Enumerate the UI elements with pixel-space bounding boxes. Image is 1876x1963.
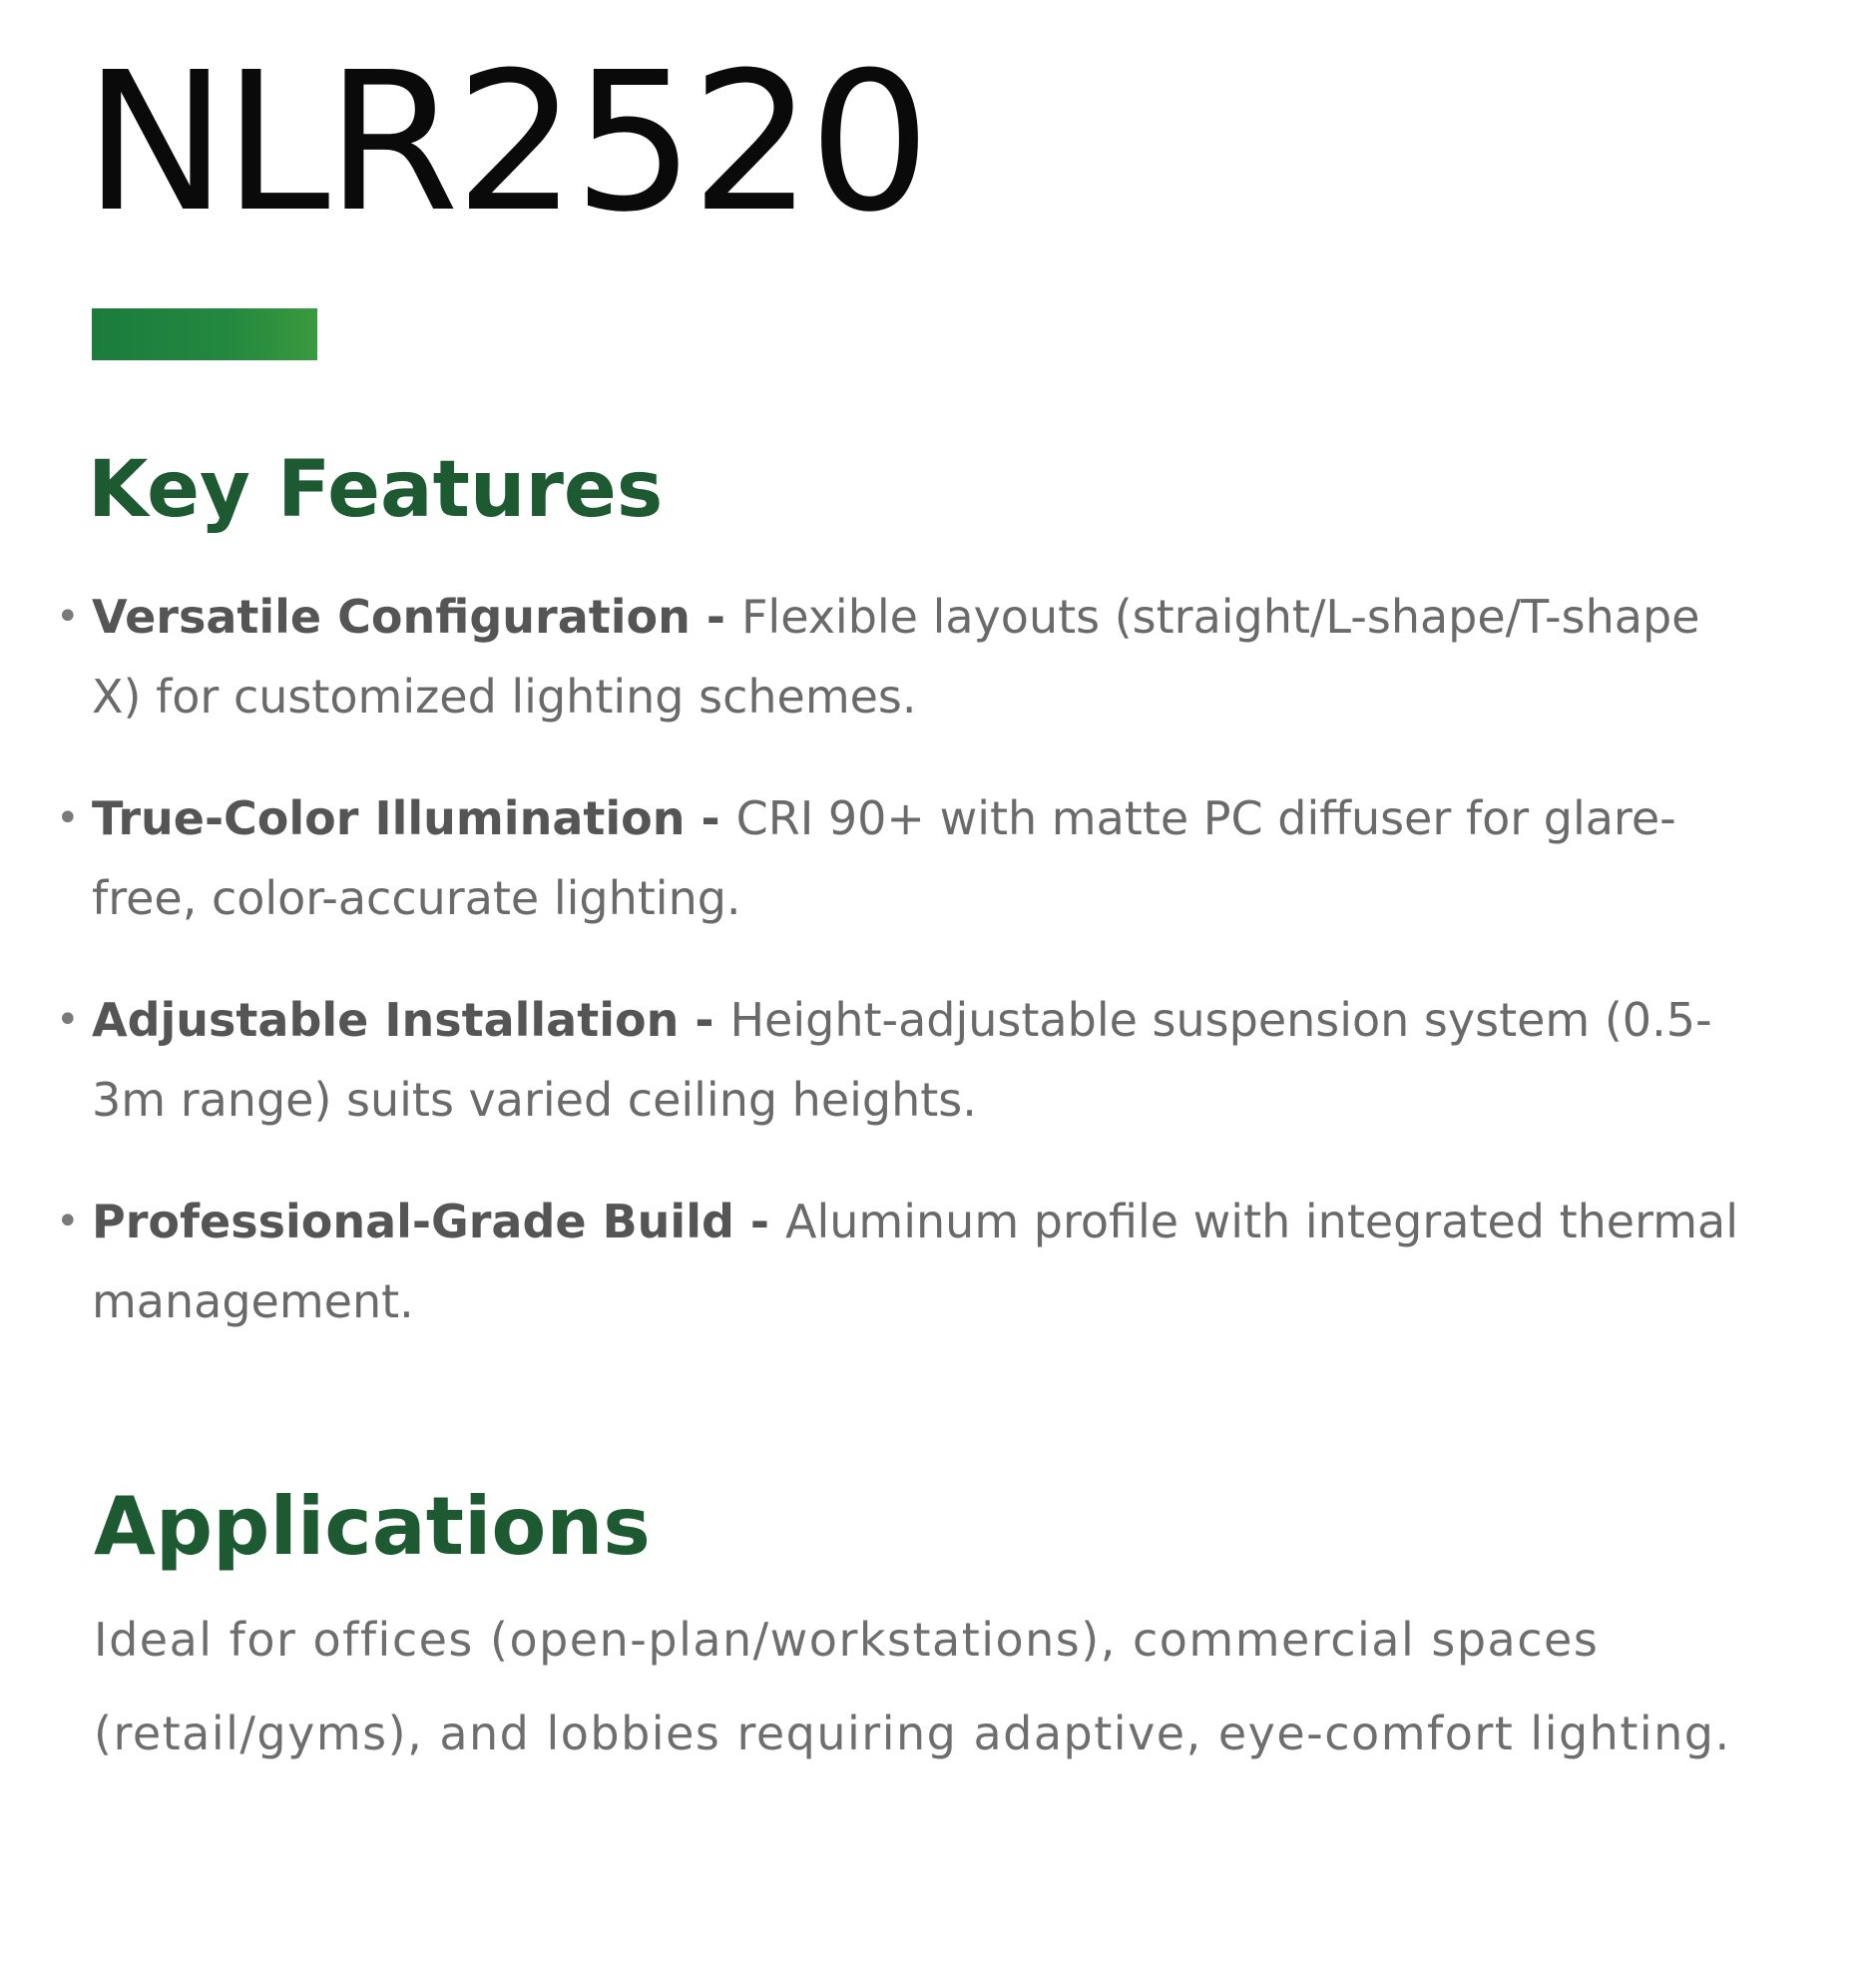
feature-name: Professional-Grade Build: [92, 1195, 734, 1248]
feature-separator: -: [679, 993, 730, 1047]
feature-description: Aluminum profile with integrated thermal management.: [92, 1195, 1738, 1328]
feature-name: Adjustable Installation: [92, 993, 680, 1047]
feature-description: Flexible layouts (straight/L-shape/T-shape X) for customized lighting schemes.: [92, 590, 1700, 724]
applications-body: Ideal for offices (open-plan/workstations), commercial spaces (retail/gyms), and lobbies requiring adaptive, eye-comfort lighting.: [94, 1613, 1731, 1760]
key-features-heading: Key Features: [88, 445, 664, 535]
feature-item: [56, 577, 1752, 736]
bullet-icon: •: [56, 1199, 80, 1244]
feature-separator: -: [685, 791, 736, 845]
applications-heading: Applications: [94, 1480, 651, 1573]
accent-bar: [92, 308, 317, 360]
key-features-list: [56, 577, 1752, 1383]
bullet-icon: •: [56, 997, 80, 1043]
feature-item: [56, 778, 1752, 938]
feature-item: [56, 980, 1752, 1140]
feature-separator: -: [733, 1195, 786, 1248]
feature-description: Height-adjustable suspension system (0.5-3m range) suits varied ceiling heights.: [92, 993, 1712, 1127]
feature-name: Versatile Configuration: [92, 590, 691, 644]
bullet-icon: •: [56, 795, 80, 841]
feature-name: True-Color Illumination: [92, 791, 686, 845]
feature-item: [56, 1182, 1752, 1341]
feature-separator: -: [690, 590, 741, 644]
product-title: NLR2520: [84, 32, 927, 254]
feature-description: CRI 90+ with matte PC diffuser for glare-free, color-accurate lighting.: [92, 791, 1676, 925]
bullet-icon: •: [56, 594, 80, 640]
